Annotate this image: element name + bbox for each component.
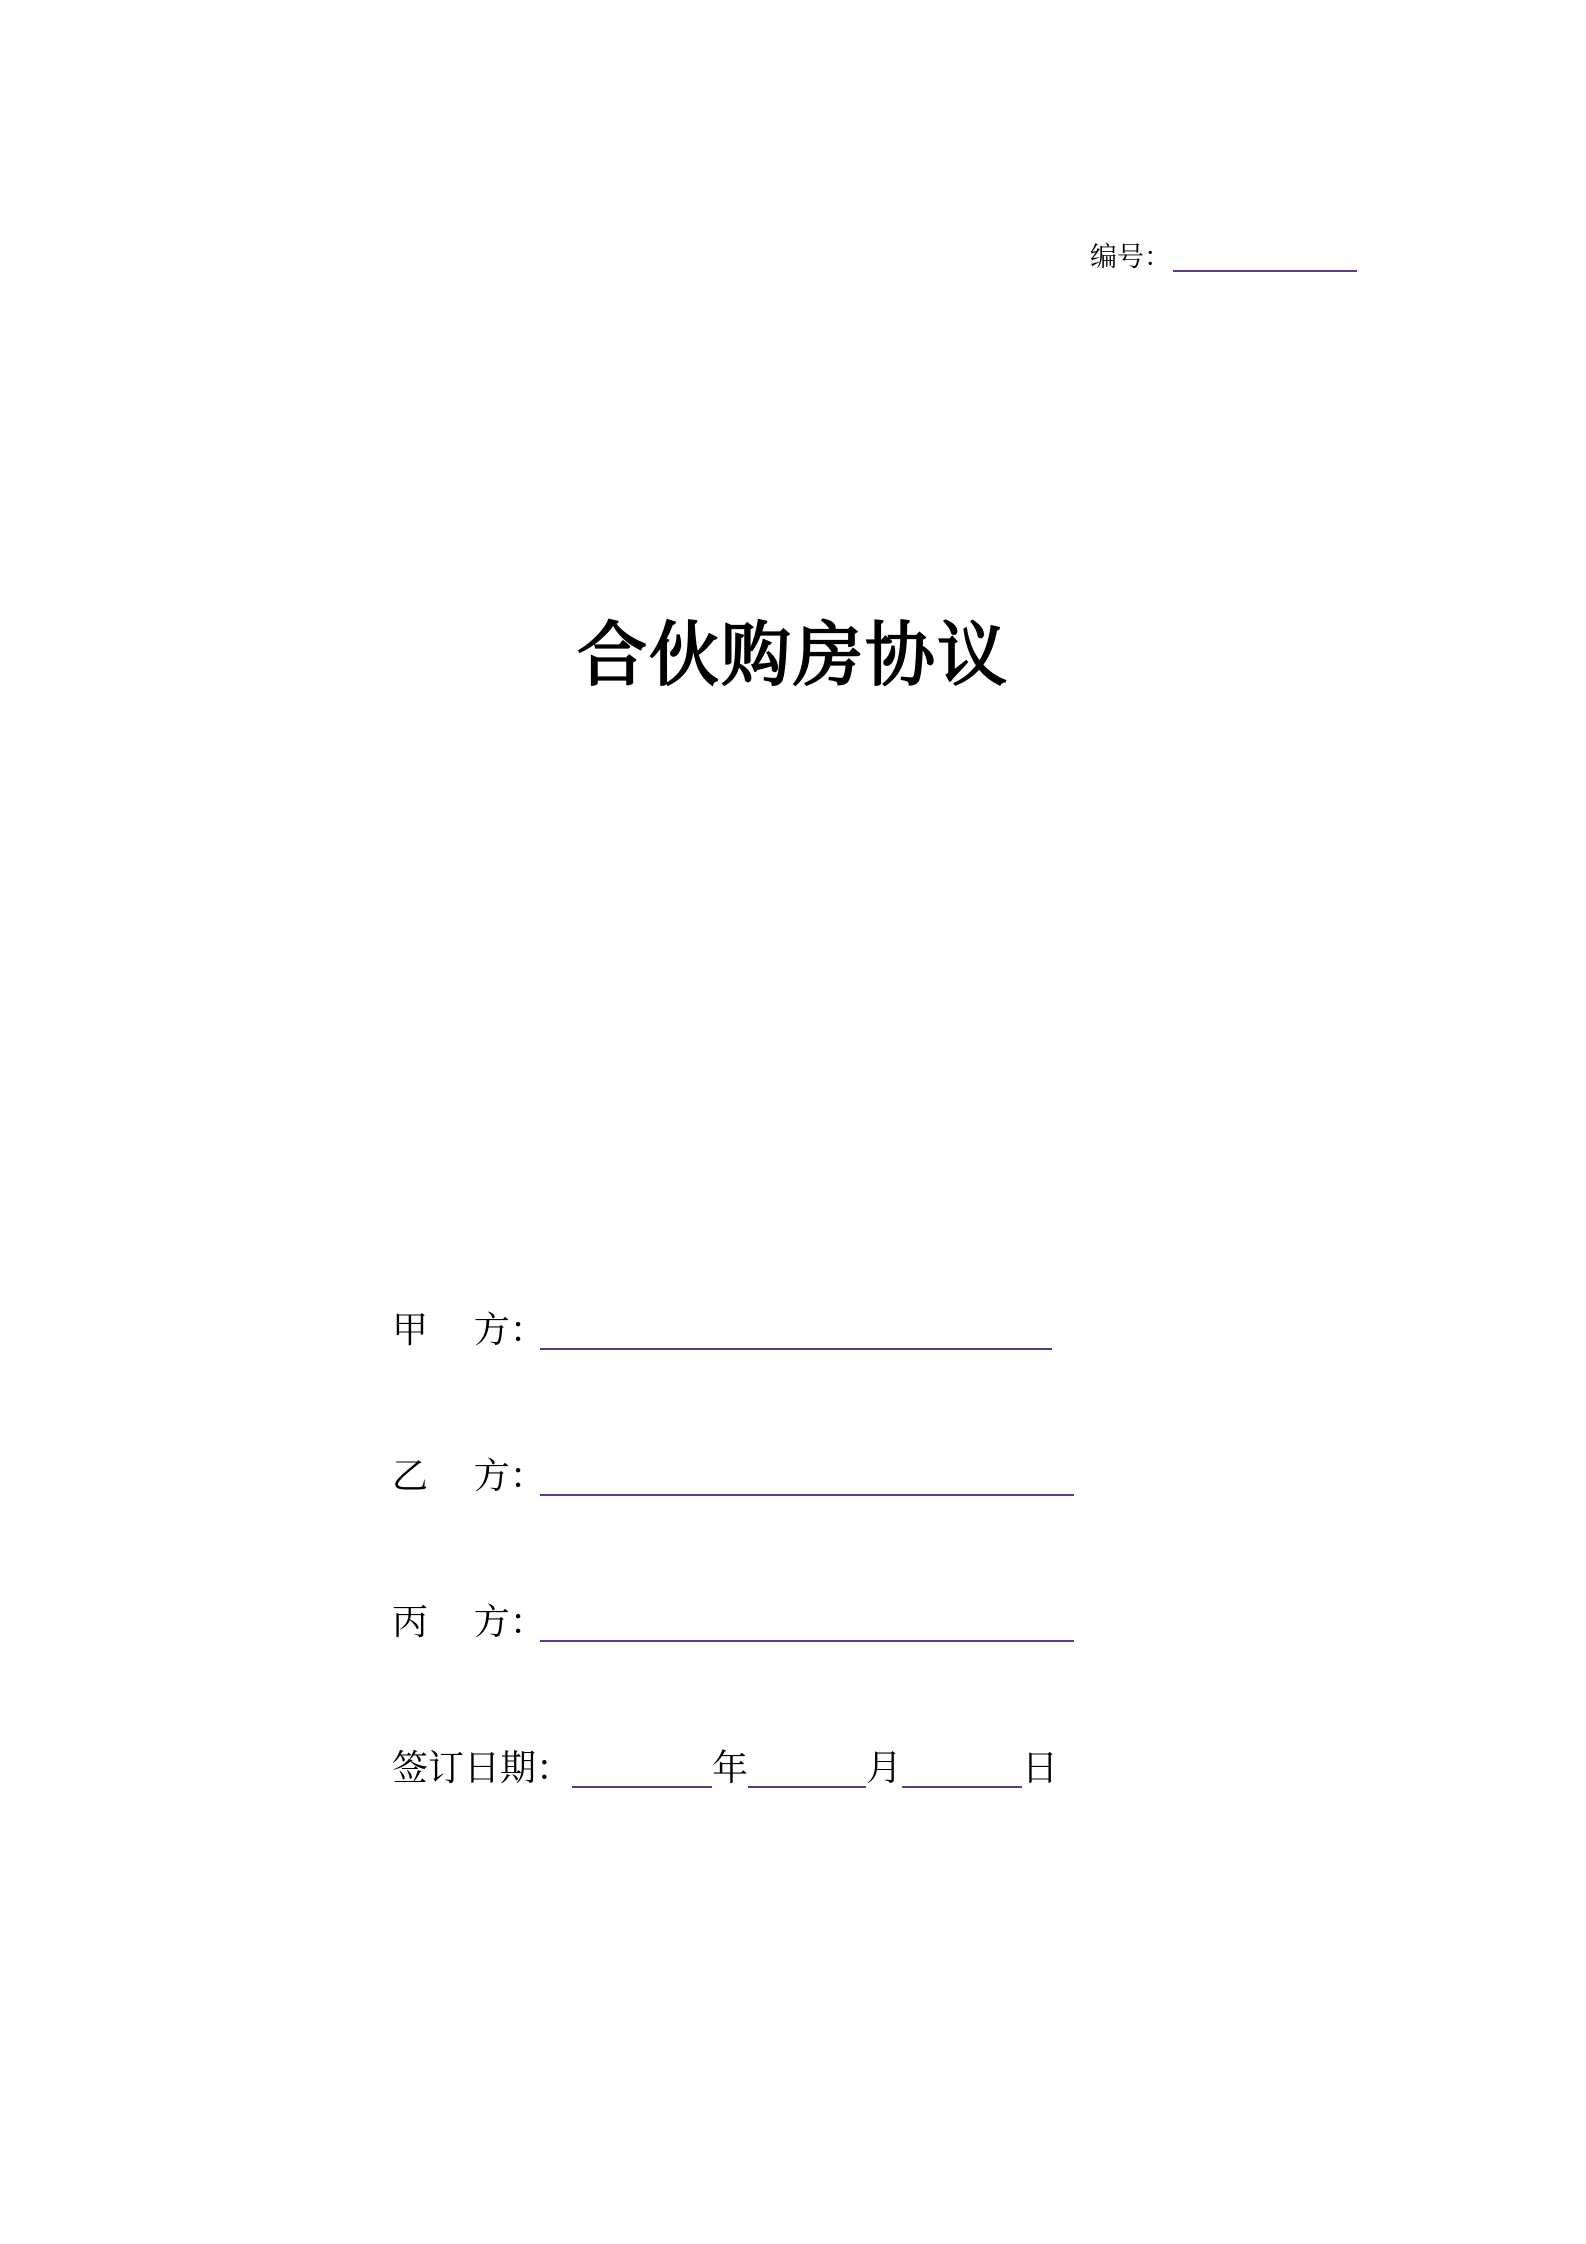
party-a-field: [392, 1304, 1052, 1358]
party-b-label: 乙 方：: [392, 1456, 546, 1497]
party-b-blank[interactable]: [540, 1454, 1074, 1496]
serial-number-blank[interactable]: [1173, 240, 1357, 272]
year-label: 年: [712, 1748, 749, 1789]
party-a-blank[interactable]: [540, 1308, 1052, 1350]
signing-date-label: 签订日期：: [392, 1748, 573, 1789]
day-label: 日: [1022, 1748, 1059, 1789]
month-blank[interactable]: [748, 1746, 866, 1788]
month-label: 月: [866, 1748, 903, 1789]
party-c-blank[interactable]: [540, 1600, 1074, 1642]
party-c-label: 丙 方：: [392, 1602, 546, 1643]
serial-number-label: 编号：: [1090, 242, 1171, 273]
serial-number-field: [1090, 238, 1357, 278]
day-blank[interactable]: [902, 1746, 1022, 1788]
year-blank[interactable]: [572, 1746, 712, 1788]
party-a-label: 甲 方：: [392, 1310, 546, 1351]
party-c-field: [392, 1596, 1074, 1650]
party-b-field: [392, 1450, 1074, 1504]
document-title: 合伙购房协议: [577, 613, 1009, 696]
signing-date-field: [392, 1742, 1058, 1796]
